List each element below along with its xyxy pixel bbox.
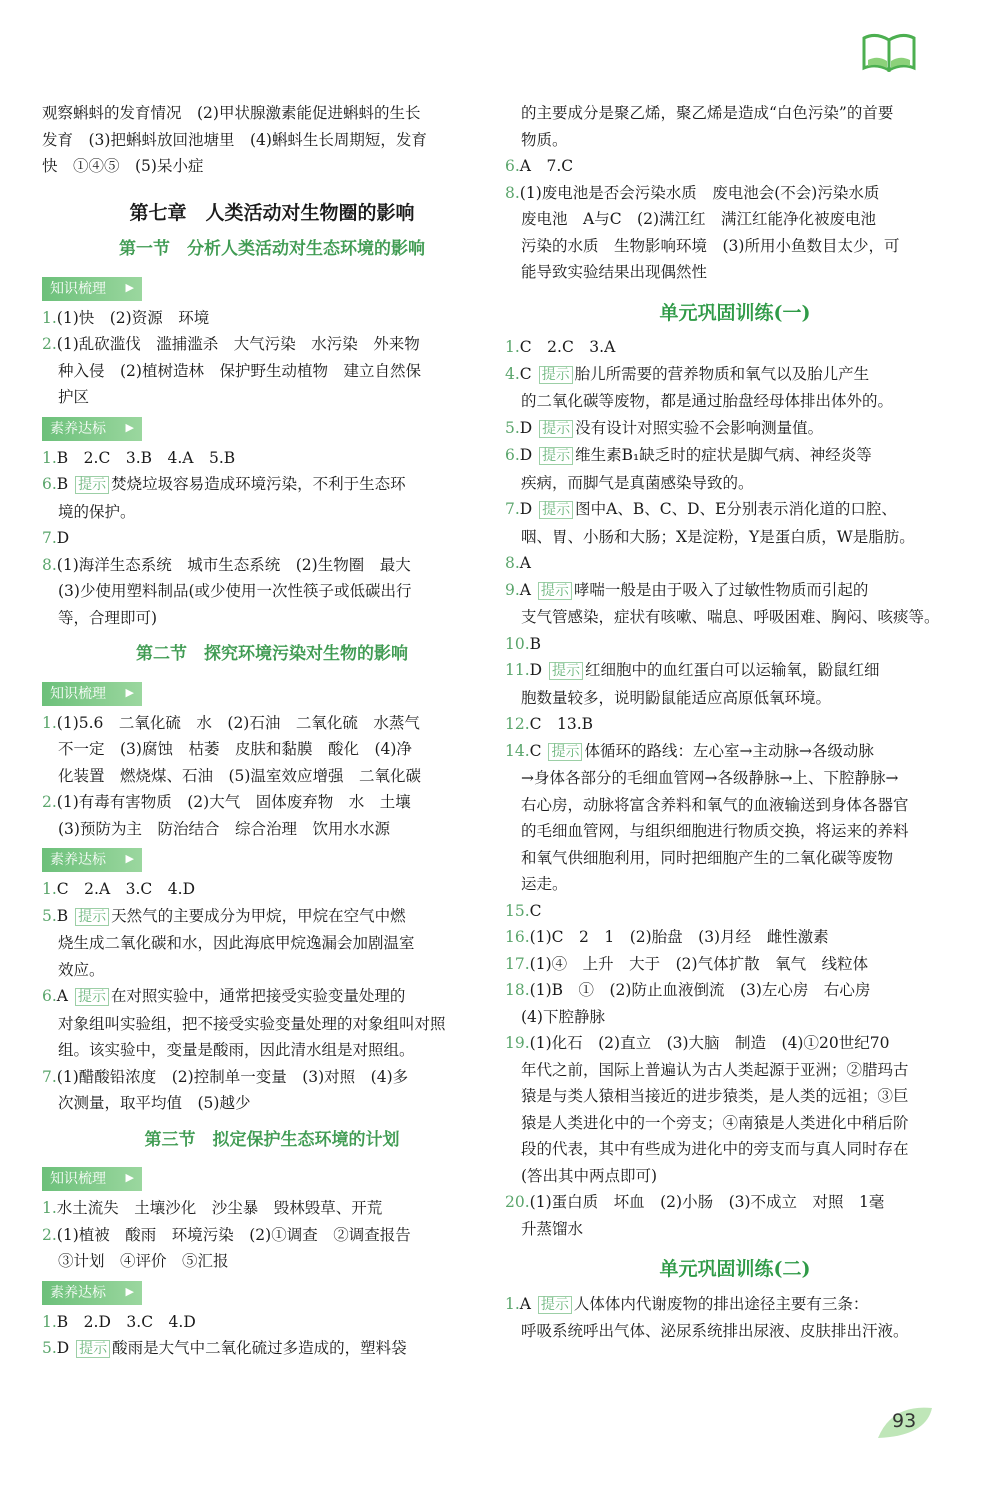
- section-tag: [42, 1275, 502, 1309]
- answer-text: D: [519, 418, 538, 437]
- question-number: 20.: [505, 1193, 530, 1211]
- section-tag: [42, 411, 502, 445]
- answer-line: [505, 206, 965, 233]
- page-number: 93: [892, 1410, 917, 1432]
- answer-line: [505, 550, 965, 577]
- answer-text: →身体各部分的毛细血管网→各级静脉→上、下腔静脉→: [521, 769, 899, 787]
- answer-text: 升蒸馏水: [521, 1219, 584, 1238]
- answer-text: (3)预防为主 防治结合 综合治理 饮用水水源: [58, 819, 390, 838]
- answer-line: [42, 331, 502, 358]
- question-number: 16.: [505, 928, 530, 946]
- hint-text: 在对照实验中，通常把接受实验变量处理的: [110, 987, 406, 1005]
- left-column: [42, 100, 502, 1363]
- answer-text: A 7.C: [519, 157, 574, 175]
- answer-line: [505, 180, 965, 207]
- question-number: 5.: [505, 418, 520, 437]
- answer-text: D: [519, 500, 538, 518]
- hint-text: 天然气的主要成分为甲烷，甲烷在空气中燃: [111, 906, 406, 925]
- answer-line: [42, 1222, 502, 1249]
- question-number: 2.: [42, 793, 57, 811]
- question-number: 2.: [42, 1225, 57, 1244]
- hint-text: 体循环的路线：左心室→主动脉→各级动脉: [584, 741, 874, 760]
- answer-line: [505, 1110, 965, 1137]
- question-number: 18.: [505, 981, 530, 999]
- answer-text: ③计划 ④评价 ⑤汇报: [58, 1252, 229, 1270]
- answer-line: [505, 388, 965, 415]
- answer-text: 境的保护。: [58, 502, 136, 521]
- hint-text: 没有设计对照实验不会影响测量值。: [575, 418, 824, 437]
- answer-line: [42, 578, 502, 605]
- answer-line: [42, 1309, 502, 1336]
- answer-line: [42, 127, 502, 154]
- answer-line: [42, 736, 502, 763]
- answer-text: C 2.A 3.C 4.D: [56, 880, 196, 898]
- play-arrow-icon: ▶: [125, 420, 134, 434]
- question-number: 6.: [505, 157, 520, 175]
- answer-text: C 13.B: [529, 715, 594, 733]
- answer-line: [505, 1291, 965, 1319]
- answer-text: 支气管感染，症状有咳嗽、喘息、呼吸困难、胸闷、咳痰等。: [521, 608, 940, 626]
- answer-line: [42, 710, 502, 737]
- answer-line: [42, 816, 502, 843]
- answer-line: [42, 1037, 502, 1064]
- answer-line: [505, 631, 965, 658]
- answer-line: [42, 499, 502, 526]
- answer-line: [505, 1083, 965, 1110]
- question-number: 1.: [505, 338, 520, 356]
- section-tag: [42, 676, 502, 710]
- section-tag-label: [42, 682, 142, 706]
- section-tag-text: 素养达标: [50, 852, 106, 868]
- answer-text: A: [56, 987, 73, 1005]
- unit-title: 单元巩固训练(一): [659, 301, 811, 324]
- play-arrow-icon: ▶: [125, 685, 134, 699]
- answer-text: D: [56, 529, 70, 547]
- hint-label: 提示: [76, 1340, 110, 1358]
- answer-line: [42, 763, 502, 790]
- unit-title: 单元巩固训练(二): [659, 1258, 811, 1280]
- section-tag: [42, 1161, 502, 1195]
- answer-line: [42, 1248, 502, 1275]
- answer-line: [42, 305, 502, 332]
- hint-text: 胎儿所需要的营养物质和氧气以及胎儿产生: [574, 364, 870, 383]
- answer-line: [42, 384, 502, 411]
- section-tag: [42, 842, 502, 876]
- section-tag-label: [42, 848, 142, 872]
- right-column: [505, 100, 965, 1345]
- section-tag: [42, 271, 502, 305]
- answer-line: [42, 525, 502, 552]
- section-tag-text: 素养达标: [50, 1284, 106, 1301]
- answer-line: [505, 977, 965, 1004]
- hint-label: 提示: [538, 582, 572, 600]
- question-number: 14.: [505, 741, 530, 760]
- page-number-badge: [872, 1398, 942, 1444]
- question-number: 5.: [42, 1339, 57, 1357]
- question-number: 1.: [42, 880, 57, 898]
- answer-line: [505, 1004, 965, 1031]
- answer-line: [505, 818, 965, 845]
- question-number: 15.: [505, 901, 530, 920]
- hint-text: 酸雨是大气中二氧化硫过多造成的，塑料袋: [112, 1339, 407, 1357]
- book-logo-icon: [860, 30, 918, 72]
- answer-line: [505, 127, 965, 154]
- answer-text: 发育 (3)把蝌蚪放回池塘里 (4)蝌蚪生长周期短，发育: [42, 130, 427, 149]
- hint-text: 维生素B₁缺乏时的症状是脚气病、神经炎等: [575, 446, 872, 464]
- answer-text: (1)快 (2)资源 环境: [56, 308, 210, 327]
- answer-text: (1)醋酸铅浓度 (2)控制单一变量 (3)对照 (4)多: [56, 1067, 409, 1086]
- answer-line: [42, 1011, 502, 1038]
- answer-line: [505, 153, 965, 180]
- answer-line: [505, 924, 965, 951]
- answer-text: 快 ①④⑤ (5)呆小症: [42, 157, 204, 175]
- answer-line: [42, 789, 502, 816]
- section-tag-label: [42, 277, 142, 301]
- answer-text: (1)有毒有害物质 (2)大气 固体废弃物 水 土壤: [56, 793, 411, 811]
- answer-line: [42, 1335, 502, 1363]
- answer-text: (1)C 2 1 (2)胎盘 (3)月经 雌性激素: [529, 928, 829, 946]
- answer-text: A: [519, 1294, 536, 1313]
- answer-text: 能导致实验结果出现偶然性: [521, 263, 708, 281]
- hint-text: 图中A、B、C、D、E分别表示消化道的口腔、: [575, 500, 897, 518]
- hint-label: 提示: [548, 743, 582, 761]
- section-title: 第三节 拟定保护生态环境的计划: [144, 1129, 400, 1150]
- question-number: 1.: [42, 1199, 57, 1217]
- answer-line: [505, 334, 965, 361]
- hint-label: 提示: [75, 476, 109, 494]
- answer-line: [505, 657, 965, 685]
- answer-text: 猿是人类进化中的一个旁支；④南猿是人类进化中稍后阶: [521, 1113, 909, 1132]
- answer-line: [505, 1057, 965, 1084]
- answer-line: [505, 524, 965, 551]
- answer-line: [505, 442, 965, 470]
- answer-line: [505, 1030, 965, 1057]
- answer-text: 疾病，而脚气是真菌感染导致的。: [521, 473, 754, 492]
- answer-text: 不一定 (3)腐蚀 枯萎 皮肤和黏膜 酸化 (4)净: [58, 740, 412, 758]
- answer-line: [42, 153, 502, 180]
- answer-text: 段的代表，其中有些成为进化中的旁支而与真人同时存在: [521, 1140, 909, 1158]
- answer-line: [505, 1318, 965, 1345]
- answer-text: B 2.D 3.C 4.D: [56, 1312, 196, 1331]
- question-number: 1.: [42, 1312, 57, 1331]
- answer-line: [42, 903, 502, 931]
- answer-text: (1)废电池是否会污染水质 废电池会(不会)污染水质: [519, 183, 880, 202]
- hint-label: 提示: [549, 662, 583, 680]
- answer-line: [505, 233, 965, 260]
- chapter-title: 第七章 人类活动对生物圈的影响: [129, 201, 415, 224]
- hint-text: 红细胞中的血红蛋白可以运输氧，鼢鼠红细: [585, 661, 880, 679]
- answer-text: C: [529, 901, 542, 920]
- section-title: 第一节 分析人类活动对生态环境的影响: [119, 239, 425, 259]
- section-tag-label: [42, 417, 142, 441]
- answer-line: [42, 100, 502, 127]
- answer-text: (1)海洋生态系统 城市生态系统 (2)生物圈 最大: [56, 555, 411, 574]
- answer-text: D: [519, 446, 538, 464]
- section-tag-text: 知识梳理: [50, 1171, 106, 1187]
- question-number: 17.: [505, 954, 530, 973]
- answer-text: A: [519, 554, 531, 572]
- answer-text: (4)下腔静脉: [521, 1007, 605, 1026]
- answer-line: [42, 358, 502, 385]
- answer-text: (1)乱砍滥伐 滥捕滥杀 大气污染 水污染 外来物: [56, 335, 420, 353]
- answer-text: 呼吸系统呼出气体、泌尿系统排出尿液、皮肤排出汗液。: [521, 1322, 909, 1340]
- question-number: 6.: [42, 987, 57, 1005]
- answer-text: B 2.C 3.B 4.A 5.B: [56, 448, 236, 467]
- question-number: 5.: [42, 906, 57, 925]
- answer-text: (3)少使用塑料制品(或少使用一次性筷子或低碳出行: [58, 582, 412, 600]
- answer-text: B: [56, 475, 74, 493]
- play-arrow-icon: ▶: [125, 1171, 134, 1184]
- answer-text: (1)植被 酸雨 环境污染 (2)①调查 ②调查报告: [56, 1225, 411, 1244]
- question-number: 7.: [42, 1067, 57, 1086]
- question-number: 4.: [505, 364, 520, 383]
- question-number: 8.: [42, 555, 57, 574]
- answer-line: [505, 711, 965, 738]
- question-number: 7.: [505, 500, 520, 518]
- answer-line: [505, 100, 965, 127]
- question-number: 10.: [505, 634, 530, 653]
- play-arrow-icon: ▶: [125, 1284, 134, 1298]
- answer-text: (1)蛋白质 坏血 (2)小肠 (3)不成立 对照 1毫: [529, 1193, 885, 1211]
- question-number: 19.: [505, 1034, 530, 1052]
- hint-text: 人体体内代谢废物的排出途径主要有三条：: [573, 1294, 869, 1313]
- question-number: 2.: [42, 335, 57, 353]
- question-number: 6.: [505, 446, 520, 464]
- answer-line: [505, 951, 965, 978]
- answer-line: [505, 898, 965, 925]
- answer-line: [42, 930, 502, 957]
- answer-text: (答出其中两点即可): [521, 1166, 658, 1185]
- answer-text: 污染的水质 生物影响环境 (3)所用小鱼数目太少，可: [521, 236, 900, 255]
- answer-line: [505, 1136, 965, 1163]
- answer-text: 运走。: [521, 875, 568, 893]
- answer-text: 等，合理即可): [58, 608, 158, 627]
- answer-line: [42, 876, 502, 903]
- answer-text: 猿是与类人猿相当接近的进步猿类，是人类的远祖；③巨: [521, 1087, 909, 1105]
- answer-text: 右心房，动脉将富含养料和氧气的血液输送到身体各器官: [521, 795, 909, 814]
- play-arrow-icon: ▶: [125, 852, 134, 865]
- answer-line: [505, 470, 965, 497]
- answer-text: (1)化石 (2)直立 (3)大脑 制造 (4)①20世纪70: [529, 1034, 890, 1052]
- answer-line: [505, 361, 965, 389]
- answer-text: (1)B ① (2)防止血液倒流 (3)左心房 右心房: [529, 981, 871, 999]
- hint-text: 哮喘一般是由于吸入了过敏性物质而引起的: [573, 580, 869, 599]
- section-tag-text: 知识梳理: [50, 280, 106, 297]
- answer-line: [505, 259, 965, 286]
- answer-line: [505, 792, 965, 819]
- answer-text: C: [529, 741, 547, 760]
- question-number: 1.: [42, 308, 57, 327]
- answer-text: 对象组叫实验组，把不接受实验变量处理的对象组叫对照: [58, 1014, 446, 1033]
- answer-text: D: [56, 1339, 75, 1357]
- section-tag-text: 知识梳理: [50, 685, 106, 702]
- section-title: 第二节 探究环境污染对生物的影响: [136, 644, 408, 664]
- section-tag-text: 素养达标: [50, 420, 106, 437]
- answer-text: 种入侵 (2)植树造林 保护野生动植物 建立自然保: [58, 361, 421, 380]
- question-number: 7.: [42, 529, 57, 547]
- hint-label: 提示: [75, 988, 109, 1006]
- answer-text: 的二氧化碳等废物，都是通过胎盘经母体排出体外的。: [521, 392, 894, 410]
- answer-text: 效应。: [58, 960, 105, 979]
- answer-text: 物质。: [521, 130, 568, 149]
- answer-line: [42, 983, 502, 1011]
- answer-line: [42, 1064, 502, 1091]
- answer-text: C: [519, 364, 537, 383]
- answer-line: [505, 496, 965, 524]
- question-number: 9.: [505, 580, 520, 599]
- answer-line: [505, 1216, 965, 1243]
- answer-line: [505, 685, 965, 712]
- answer-text: 的毛细血管网，与组织细胞进行物质交换，将运来的养料: [521, 822, 909, 840]
- answer-text: 胞数量较多，说明鼢鼠能适应高原低氧环境。: [521, 688, 832, 707]
- section-tag-label: [42, 1167, 142, 1191]
- answer-line: [505, 845, 965, 872]
- answer-text: (1)5.6 二氧化硫 水 (2)石油 二氧化硫 水蒸气: [56, 713, 420, 732]
- answer-line: [505, 577, 965, 605]
- hint-label: 提示: [539, 501, 573, 519]
- question-number: 6.: [42, 475, 57, 493]
- section-tag-label: [42, 1281, 142, 1305]
- hint-label: 提示: [538, 1296, 572, 1314]
- answer-text: D: [529, 661, 548, 679]
- answer-line: [42, 957, 502, 984]
- hint-label: 提示: [539, 447, 573, 465]
- hint-text: 焚烧垃圾容易造成环境污染，不利于生态环: [111, 475, 406, 493]
- answer-text: 咽、胃、小肠和大肠；X是淀粉，Y是蛋白质，W是脂肪。: [521, 527, 915, 546]
- answer-line: [505, 738, 965, 766]
- question-number: 1.: [42, 713, 57, 732]
- answer-line: [505, 1163, 965, 1190]
- hint-label: 提示: [75, 908, 109, 926]
- answer-line: [505, 1189, 965, 1216]
- question-number: 8.: [505, 183, 520, 202]
- answer-text: 化装置 燃烧煤、石油 (5)温室效应增强 二氧化碳: [58, 766, 421, 785]
- answer-line: [505, 871, 965, 898]
- hint-label: 提示: [539, 366, 573, 384]
- answer-line: [42, 471, 502, 499]
- play-arrow-icon: ▶: [125, 280, 134, 294]
- question-number: 1.: [42, 448, 57, 467]
- answer-text: 水土流失 土壤沙化 沙尘暴 毁林毁草、开荒: [56, 1199, 383, 1217]
- answer-text: 和氧气供细胞利用，同时把细胞产生的二氧化碳等废物: [521, 848, 894, 867]
- question-number: 11.: [505, 661, 530, 679]
- answer-text: 观察蝌蚪的发育情况 (2)甲状腺激素能促进蝌蚪的生长: [42, 104, 421, 122]
- answer-text: 烧生成二氧化碳和水，因此海底甲烷逸漏会加剧温室: [58, 934, 415, 952]
- answer-line: [42, 1195, 502, 1222]
- question-number: 1.: [505, 1294, 520, 1313]
- answer-text: 的主要成分是聚乙烯，聚乙烯是造成“白色污染”的首要: [521, 104, 894, 122]
- answer-text: B: [56, 906, 74, 925]
- answer-text: A: [519, 580, 536, 599]
- answer-line: [505, 765, 965, 792]
- answer-line: [42, 445, 502, 472]
- answer-line: [42, 552, 502, 579]
- answer-line: [505, 415, 965, 443]
- answer-text: (1)④ 上升 大于 (2)气体扩散 氧气 线粒体: [529, 954, 869, 973]
- answer-text: 护区: [58, 388, 90, 406]
- answer-text: B: [529, 634, 542, 653]
- answer-text: C 2.C 3.A: [519, 338, 616, 356]
- answer-text: 废电池 A与C (2)满江红 满江红能净化被废电池: [521, 210, 877, 228]
- answer-text: 次测量，取平均值 (5)越少: [58, 1094, 251, 1112]
- question-number: 8.: [505, 554, 520, 572]
- answer-line: [505, 604, 965, 631]
- question-number: 12.: [505, 715, 530, 733]
- answer-text: 组。该实验中，变量是酸雨，因此清水组是对照组。: [58, 1041, 415, 1059]
- answer-line: [42, 605, 502, 632]
- hint-label: 提示: [539, 420, 573, 438]
- answer-text: 年代之前，国际上普遍认为古人类起源于亚洲；②腊玛古: [521, 1060, 909, 1079]
- answer-line: [42, 1090, 502, 1117]
